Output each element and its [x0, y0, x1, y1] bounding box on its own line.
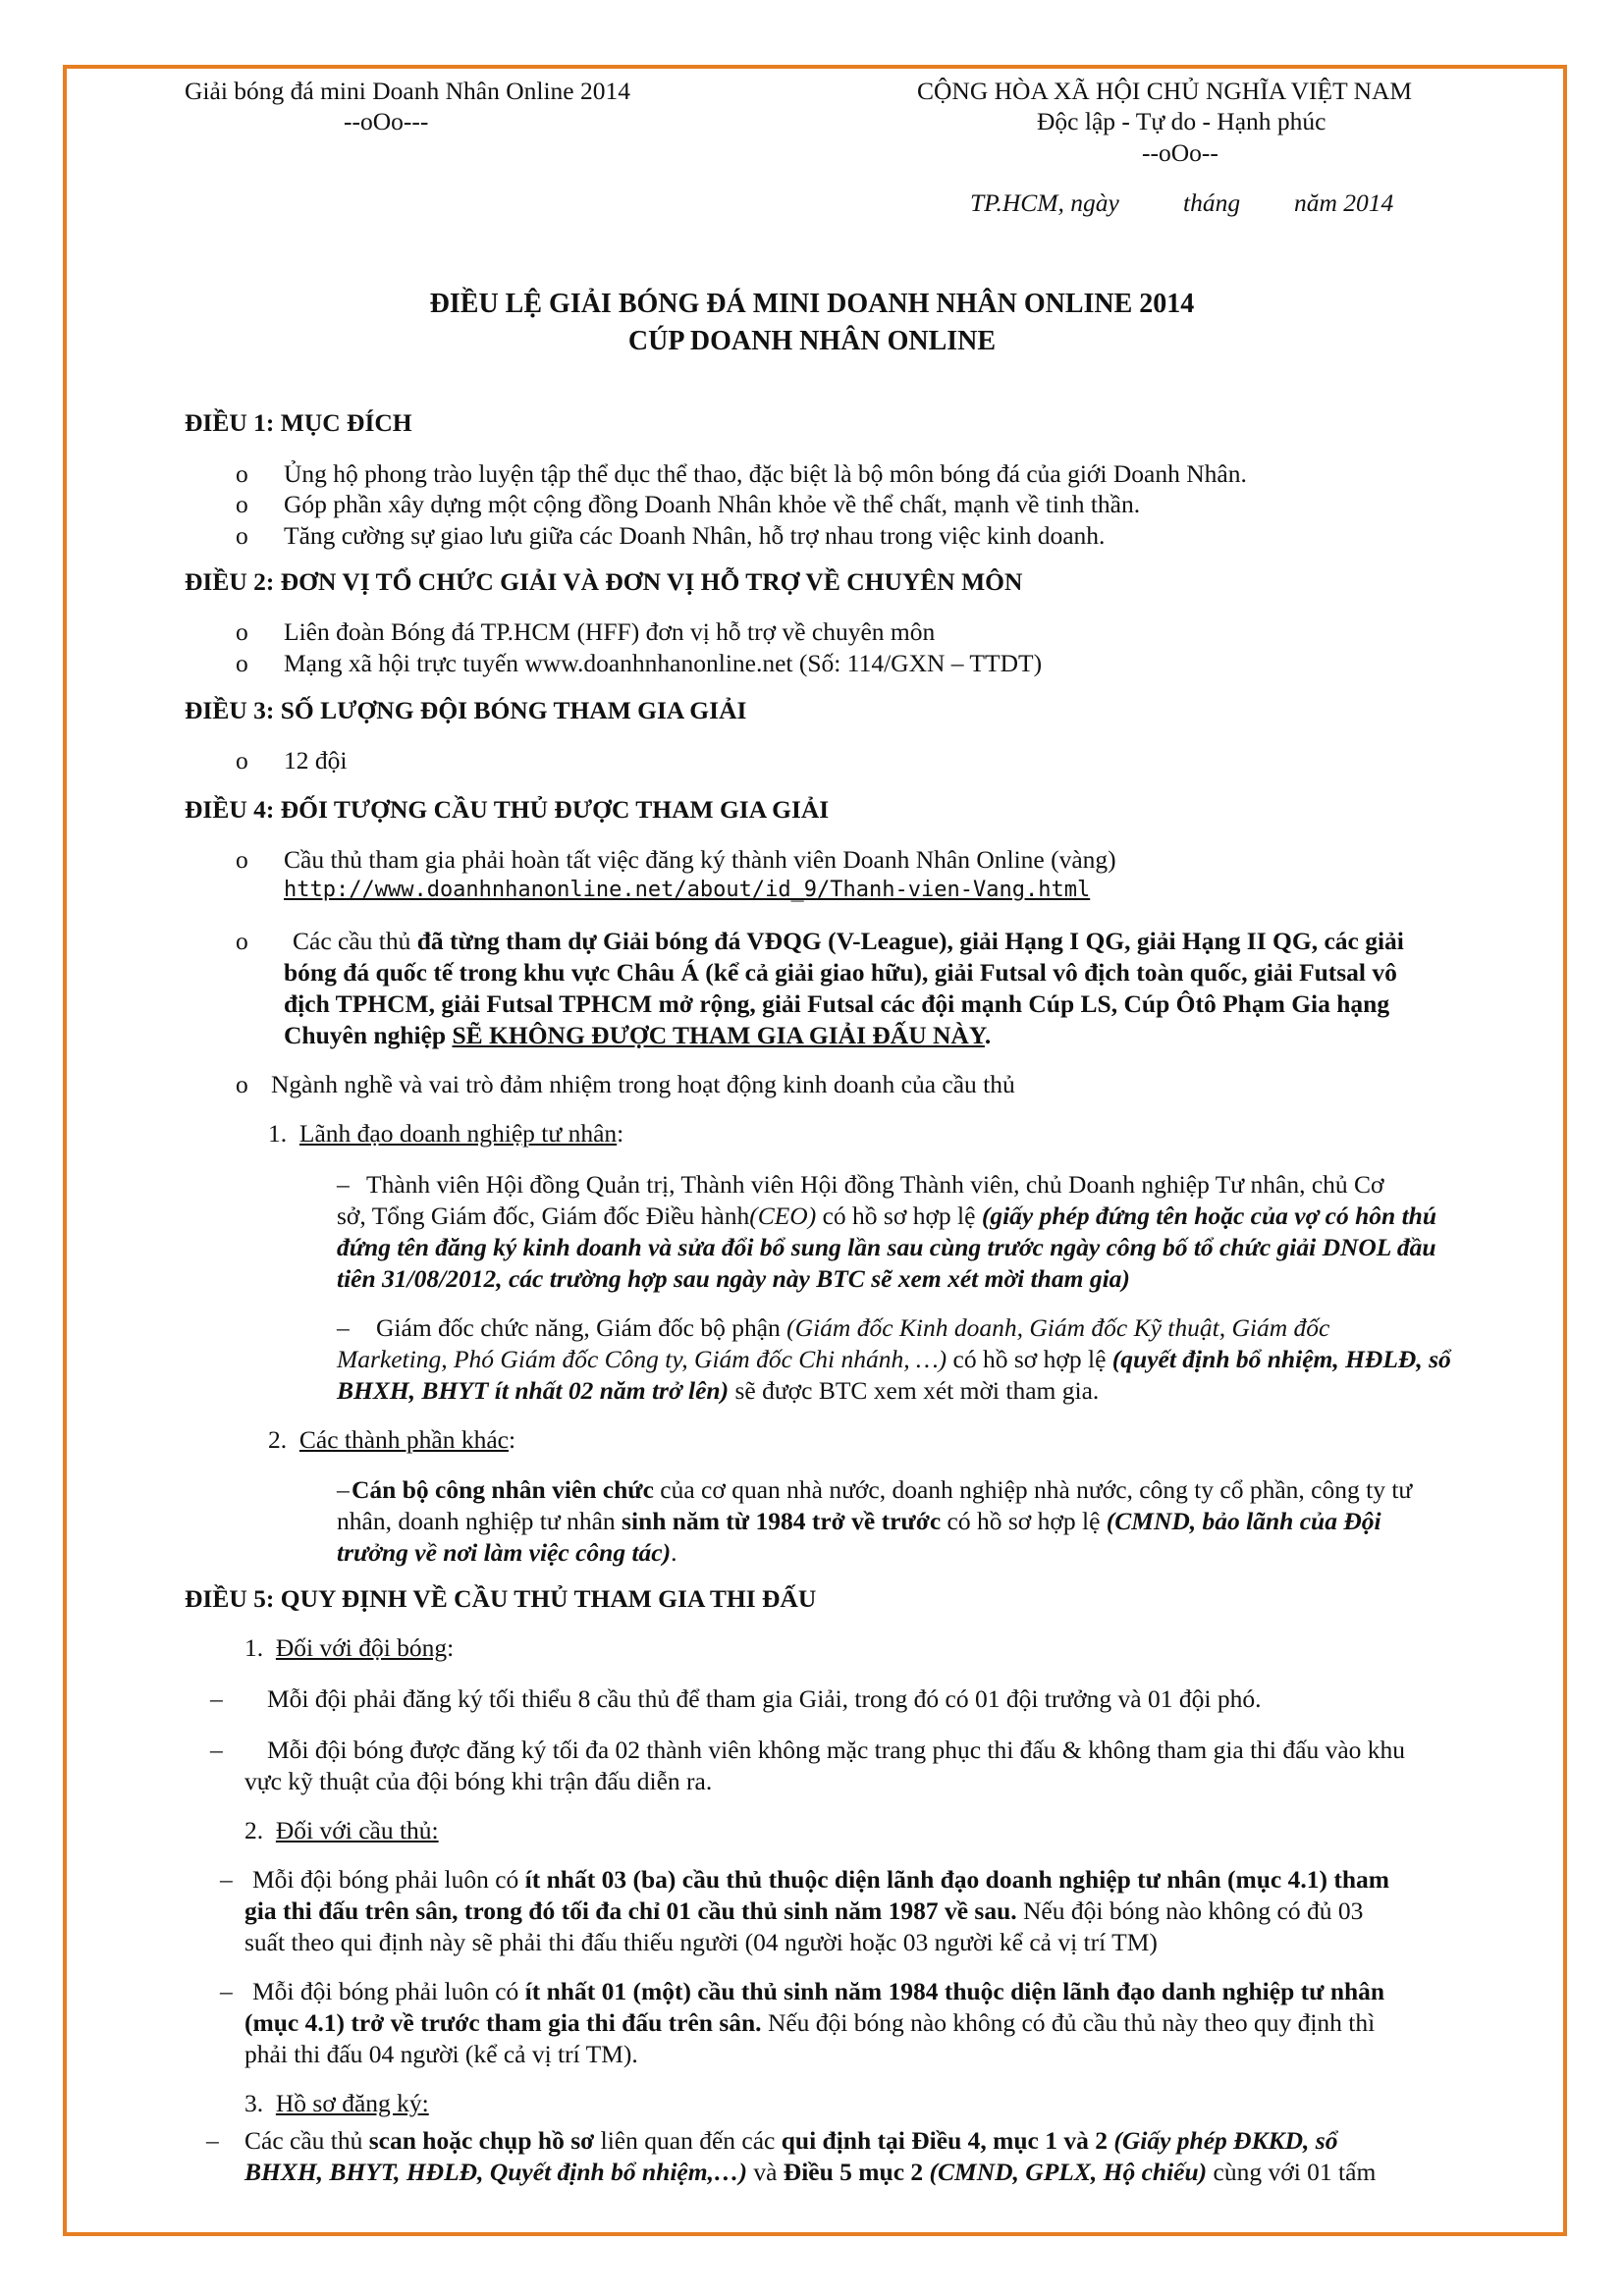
para-line: suất theo qui định này sẽ phải thi đấu thiếu người (04 người hoặc 03 người kể cả vị trí TM)	[244, 1928, 1158, 1956]
text-run: và	[746, 2158, 784, 2186]
list-item: Tăng cường sự giao lưu giữa các Doanh Nhân, hỗ trợ nhau trong việc kinh doanh.	[284, 521, 1106, 550]
bullet-icon: o	[236, 845, 248, 874]
text-run: liên quan đến các	[594, 2126, 782, 2155]
text-run: (CMND, bảo lãnh của Đội	[1106, 1507, 1381, 1535]
text-run: Nếu đội bóng nào không có đủ 03	[1016, 1896, 1364, 1925]
text-run: ít nhất 03 (ba) cầu thủ thuộc diện lãnh đạo doanh nghiệp tư nhân (mục 4.1) tham	[524, 1865, 1390, 1894]
dash-icon: –	[337, 1475, 350, 1504]
text-run: nhân, doanh nghiệp tư nhân	[337, 1507, 623, 1535]
section-heading-dieu-1: ĐIỀU 1: MỤC ĐÍCH	[185, 408, 412, 437]
dash-icon: –	[337, 1313, 350, 1342]
text-run: :	[447, 1633, 455, 1662]
para-line: tiên 31/08/2012, các trường hợp sau ngày này BTC sẽ xem xét mời tham gia)	[337, 1264, 1130, 1293]
list-item: Ủng hộ phong trào luyện tập thể dục thể thao, đặc biệt là bộ môn bóng đá của giới Doanh Nhân.	[284, 459, 1247, 488]
para-line	[376, 1311, 1329, 1344]
list-item: 12 đội	[284, 746, 348, 774]
text-run: sinh năm từ 1984 trở về trước	[622, 1507, 942, 1535]
text-run: .	[671, 1538, 677, 1567]
text-run: có hồ sơ hợp lệ	[941, 1507, 1107, 1535]
bullet-icon: o	[236, 459, 248, 488]
text-run: Cán bộ công nhân viên chức	[352, 1475, 654, 1504]
para-line	[337, 1374, 1099, 1407]
para-line	[244, 2156, 1376, 2188]
text-run: có hồ sơ hợp lệ	[816, 1201, 982, 1230]
registration-link[interactable]: http://www.doanhnhanonline.net/about/id_9/Thanh-vien-Vang.html	[284, 878, 1091, 902]
dash-icon: –	[220, 1865, 233, 1894]
date-place: TP.HCM, ngày	[970, 188, 1119, 217]
bullet-icon: o	[236, 617, 248, 646]
text-run: scan hoặc chụp hồ sơ	[368, 2126, 595, 2155]
para-line: Thành viên Hội đồng Quản trị, Thành viên Hội đồng Thành viên, chủ Doanh nghiệp Tư nhân, chủ Cơ	[366, 1170, 1384, 1199]
list-item: Ngành nghề và vai trò đảm nhiệm trong hoạt động kinh doanh của cầu thủ	[271, 1070, 1015, 1098]
sub-title: Hồ sơ đăng ký:	[275, 2089, 429, 2117]
sub-number: 2.	[268, 1425, 288, 1454]
para-line	[252, 1975, 1384, 2007]
para-line	[244, 2006, 1375, 2039]
para-line: đứng tên đăng ký kinh doanh và sửa đổi bổ sung lần sau cùng trước ngày công bố tổ chức giải DNOL đầu	[337, 1233, 1436, 1261]
section-heading-dieu-4: ĐIỀU 4: ĐỐI TƯỢNG CẦU THỦ ĐƯỢC THAM GIA GIẢI	[185, 795, 830, 824]
text-run: Mỗi đội bóng phải luôn có	[252, 1865, 525, 1894]
para-line	[244, 1895, 1363, 1927]
section-heading-dieu-5: ĐIỀU 5: QUY ĐỊNH VỀ CẦU THỦ THAM GIA THI ĐẤU	[185, 1584, 817, 1613]
list-item: Cầu thủ tham gia phải hoàn tất việc đăng ký thành viên Doanh Nhân Online (vàng)	[284, 845, 1116, 874]
text-run: Điều 5 mục 2	[783, 2158, 924, 2186]
para-line	[337, 1536, 677, 1569]
sub-title: Đối với đội bóng	[275, 1633, 448, 1662]
text-run: trưởng về nơi làm việc công tác)	[337, 1538, 672, 1567]
dash-icon: –	[210, 1735, 223, 1764]
para-line: vực kỹ thuật của đội bóng khi trận đấu diễn ra.	[244, 1767, 713, 1795]
para-line	[337, 1343, 1451, 1375]
text-run: Chuyên nghiệp	[284, 1021, 453, 1049]
text-run: (mục 4.1) trở về trước tham gia thi đấu trên sân.	[244, 2008, 762, 2037]
text-run: sẽ được BTC xem xét mời tham gia.	[729, 1376, 1100, 1405]
document-title: ĐIỀU LỆ GIẢI BÓNG ĐÁ MINI DOANH NHÂN ONLINE 2014	[429, 289, 1195, 319]
ineligible-players-line-3: địch TPHCM, giải Futsal TPHCM mở rộng, giải Futsal các đội mạnh Cúp LS, Cúp Ôtô Phạm Gia hạng	[284, 989, 1390, 1018]
sub-number: 3.	[244, 2089, 264, 2117]
ineligible-warning: SẼ KHÔNG ĐƯỢC THAM GIA GIẢI ĐẤU NÀY	[452, 1021, 985, 1049]
text-run: (CMND, GPLX, Hộ chiếu)	[923, 2158, 1208, 2186]
bullet-icon: o	[236, 490, 248, 518]
header-republic: CỘNG HÒA XÃ HỘI CHỦ NGHĨA VIỆT NAM	[917, 77, 1413, 105]
text-run: Giám đốc chức năng, Giám đốc bộ phận	[376, 1313, 787, 1342]
text-run: qui định tại Điều 4, mục 1 và 2	[781, 2126, 1108, 2155]
text-run: Marketing, Phó Giám đốc Công ty, Giám đốc Chi nhánh, …)	[337, 1345, 947, 1373]
dash-icon: –	[337, 1170, 350, 1199]
sub-item-5-2	[244, 1814, 439, 1846]
text-run: Nếu đội bóng nào không có đủ cầu thủ này theo quy định thì	[761, 2008, 1376, 2037]
text-run: .	[984, 1021, 992, 1049]
text-run: sở, Tổng Giám đốc, Giám đốc Điều hành	[337, 1201, 750, 1230]
para-line	[337, 1505, 1381, 1537]
sub-item-2	[268, 1423, 515, 1456]
text-run: (quyết định bổ nhiệm, HĐLĐ, sổ	[1111, 1345, 1451, 1373]
date-year: năm 2014	[1294, 188, 1394, 217]
text-run: (Giấy phép ĐKKD, sổ	[1108, 2126, 1338, 2155]
date-month: tháng	[1183, 188, 1241, 217]
bullet-icon: o	[236, 521, 248, 550]
para-line	[244, 2124, 1337, 2157]
text-run: ít nhất 01 (một) cầu thủ sinh năm 1984 thuộc diện lãnh đạo danh nghiệp tư nhân	[524, 1977, 1385, 2005]
text-run: có hồ sơ hợp lệ	[947, 1345, 1112, 1373]
ineligible-players-line-2: bóng đá quốc tế trong khu vực Châu Á (kể cả giải giao hữu), giải Futsal vô địch toàn quốc, giải Futsal vô	[284, 958, 1397, 987]
sub-item-5-3	[244, 2087, 429, 2119]
text-run: :	[509, 1425, 516, 1454]
text-run: (CEO)	[749, 1201, 817, 1230]
text-run: Các cầu thủ	[244, 2126, 369, 2155]
text-run: của cơ quan nhà nước, doanh nghiệp nhà nước, công ty cổ phần, công ty tư	[653, 1475, 1413, 1504]
para-line	[252, 1863, 1389, 1896]
sub-title: Lãnh đạo doanh nghiệp tư nhân	[298, 1119, 618, 1148]
ineligible-players-line-4	[284, 1019, 991, 1051]
dash-icon: –	[210, 1684, 223, 1713]
sub-item-1	[268, 1117, 623, 1149]
para-line: Mỗi đội phải đăng ký tối thiểu 8 cầu thủ để tham gia Giải, trong đó có 01 đội trưởng và 01 đội phó.	[267, 1684, 1262, 1713]
section-heading-dieu-2: ĐIỀU 2: ĐƠN VỊ TỔ CHỨC GIẢI VÀ ĐƠN VỊ HỖ TRỢ VỀ CHUYÊN MÔN	[185, 567, 1023, 596]
sub-number: 2.	[244, 1816, 264, 1844]
list-item: Góp phần xây dựng một cộng đồng Doanh Nhân khỏe về thể chất, mạnh về tinh thần.	[284, 490, 1141, 518]
document-subtitle: CÚP DOANH NHÂN ONLINE	[627, 326, 997, 356]
list-item: Liên đoàn Bóng đá TP.HCM (HFF) đơn vị hỗ trợ về chuyên môn	[284, 617, 936, 646]
bullet-icon: o	[236, 1070, 248, 1098]
para-line	[352, 1473, 1412, 1506]
sub-title: Các thành phần khác	[298, 1425, 510, 1454]
header-right-ornament: --oOo--	[1142, 138, 1218, 167]
header-left-org: Giải bóng đá mini Doanh Nhân Online 2014	[185, 77, 630, 105]
text-run: đã từng tham dự Giải bóng đá VĐQG (V-League), giải Hạng I QG, giải Hạng II QG, các giải	[416, 927, 1404, 955]
sub-number: 1.	[268, 1119, 288, 1148]
para-line: phải thi đấu 04 người (kể cả vị trí TM).	[244, 2040, 638, 2068]
text-run: gia thi đấu trên sân, trong đó tối đa chỉ 01 cầu thủ sinh năm 1987 về sau.	[244, 1896, 1017, 1925]
text-run: Mỗi đội bóng phải luôn có	[252, 1977, 525, 2005]
header-left-ornament: --oOo---	[344, 107, 429, 135]
para-line	[337, 1200, 1436, 1232]
para-line: Mỗi đội bóng được đăng ký tối đa 02 thành viên không mặc trang phục thi đấu & không tham gia thi đấu vào khu	[267, 1735, 1406, 1764]
text-run: (Giám đốc Kinh doanh, Giám đốc Kỹ thuật, Giám đốc	[786, 1313, 1330, 1342]
sub-number: 1.	[244, 1633, 264, 1662]
list-item: Mạng xã hội trực tuyến www.doanhnhanonline.net (Số: 114/GXN – TTDT)	[284, 649, 1043, 677]
text-run: BHXH, BHYT, HĐLĐ, Quyết định bổ nhiệm,…)	[244, 2158, 747, 2186]
text-run: BHXH, BHYT ít nhất 02 năm trở lên)	[337, 1376, 730, 1405]
sub-title: Đối với cầu thủ:	[275, 1816, 439, 1844]
bullet-icon: o	[236, 927, 248, 955]
sub-item-5-1	[244, 1631, 454, 1664]
text-run: :	[617, 1119, 624, 1148]
text-run: cùng với 01 tấm	[1207, 2158, 1377, 2186]
text-run: (giấy phép đứng tên hoặc của vợ có hôn thú	[981, 1201, 1437, 1230]
section-heading-dieu-3: ĐIỀU 3: SỐ LƯỢNG ĐỘI BÓNG THAM GIA GIẢI	[185, 696, 747, 724]
bullet-icon: o	[236, 746, 248, 774]
dash-icon: –	[220, 1977, 233, 2005]
text-run: Các cầu thủ	[293, 927, 417, 955]
ineligible-players-line-1	[293, 925, 1404, 957]
header-motto: Độc lập - Tự do - Hạnh phúc	[1037, 107, 1326, 135]
dash-icon: –	[206, 2126, 219, 2155]
bullet-icon: o	[236, 649, 248, 677]
